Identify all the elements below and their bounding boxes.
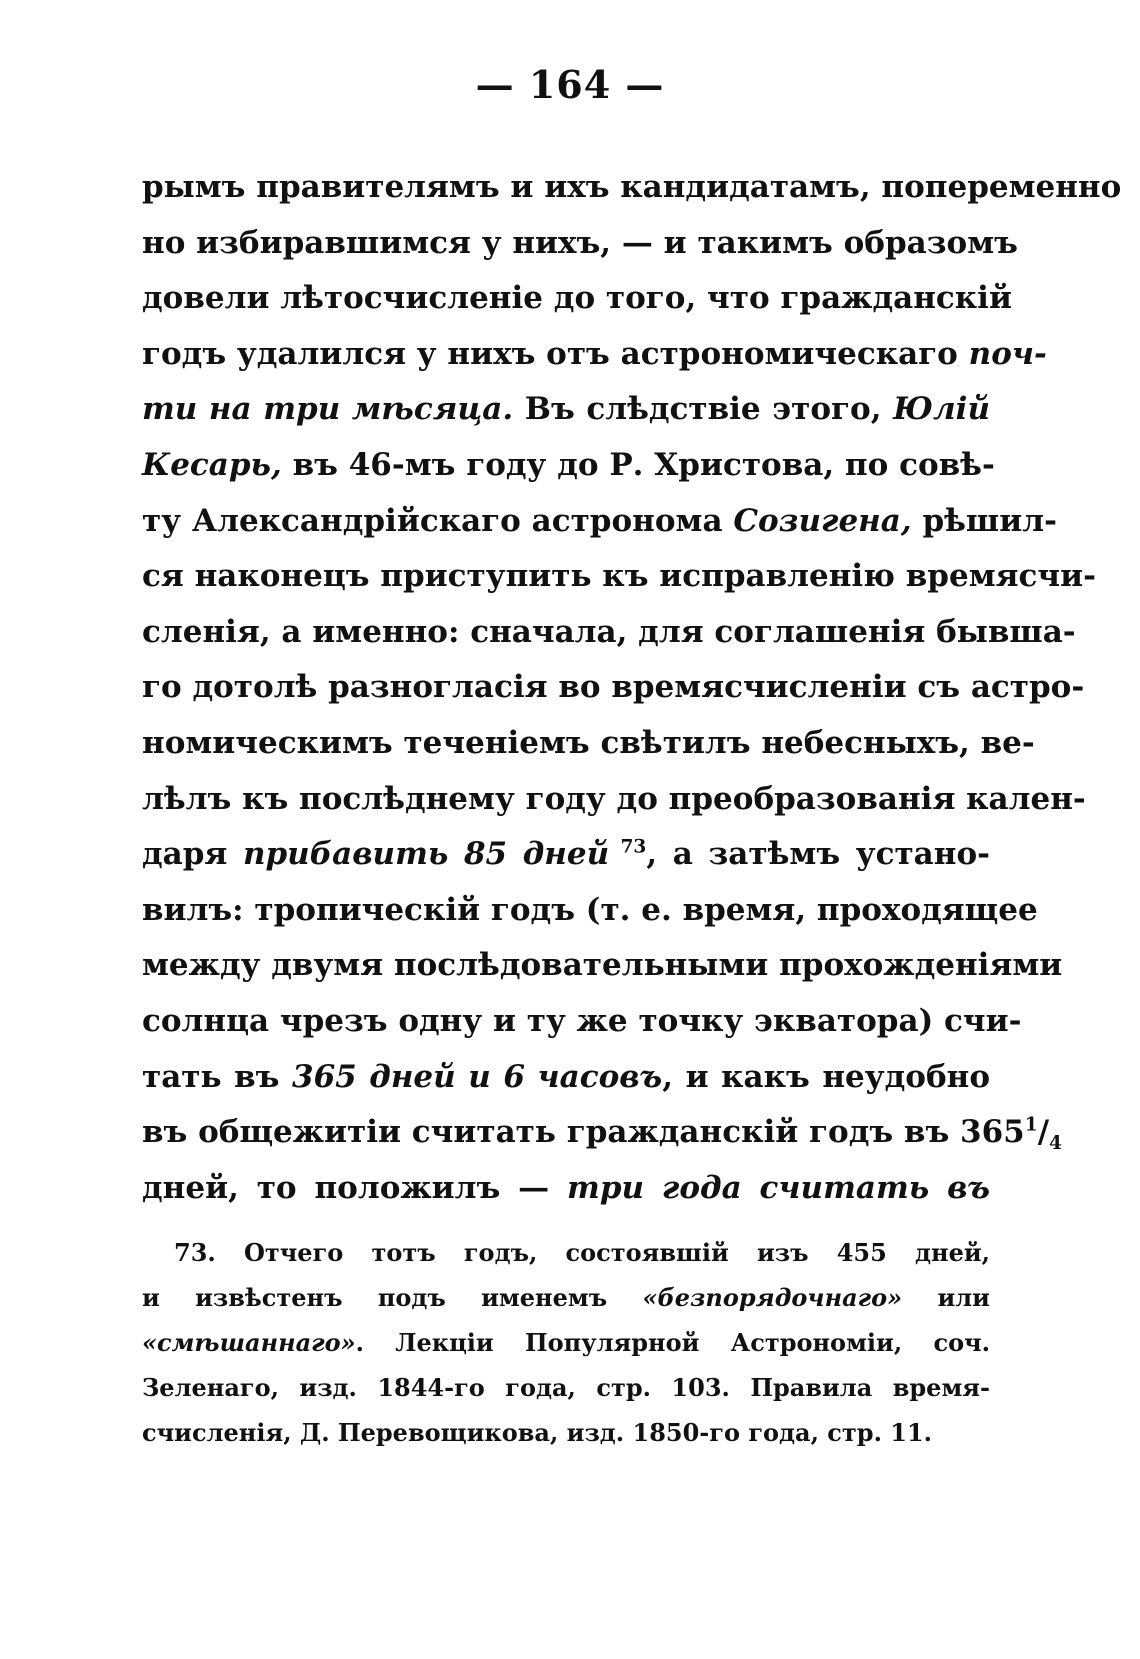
text-line [142, 883, 1038, 939]
text-line [142, 1105, 1062, 1161]
text-segment: поч- [968, 335, 1047, 372]
text-segment: Юлій [893, 391, 990, 428]
text-segment: ту Александрійскаго астронома [142, 502, 734, 539]
text-segment: счисленія, Д. Перевощикова, изд. 1850-го года, стр. 11. [142, 1418, 933, 1447]
text-segment: три года считать въ [567, 1169, 990, 1206]
text-segment: / [1037, 1114, 1050, 1151]
text-segment: . Лекціи Популярной Астрономіи, соч. [355, 1328, 990, 1357]
text-segment: 365 дней и 6 часовъ [292, 1058, 663, 1095]
text-segment: 73. Отчего тотъ годъ, состоявшій изъ 455 дней, [174, 1238, 990, 1267]
text-segment: , и какъ неудобно [662, 1058, 990, 1095]
text-segment: въ 46-мъ году до Р. Христова, по совѣ- [281, 446, 995, 483]
text-segment: Кесарь, [142, 446, 282, 483]
text-segment: вилъ: тропическій годъ (т. е. время, проходящее [142, 891, 1038, 928]
text-line [142, 494, 1057, 550]
text-segment: , а затѣмъ устано- [646, 836, 990, 873]
text-segment: 73 [609, 836, 647, 858]
text-segment: сленія, а именно: сначала, для соглашенія бывша- [142, 613, 1076, 650]
footnote-line [142, 1410, 990, 1455]
text-line [142, 327, 1047, 383]
text-line [142, 994, 1022, 1050]
footnote [142, 1230, 990, 1455]
text-line [142, 271, 1012, 327]
text-segment: рымъ правителямъ и ихъ кандидатамъ, попеременно [142, 169, 1122, 205]
footnote-line [142, 1365, 990, 1410]
text-segment: даря [142, 836, 243, 873]
text-line [142, 1050, 990, 1106]
text-segment: Зеленаго, изд. 1844-го года, стр. 103. Правила время- [142, 1373, 990, 1402]
text-segment: тать въ [142, 1058, 292, 1095]
main-text [142, 160, 1122, 1216]
text-line [142, 772, 1086, 828]
text-line [142, 716, 1035, 772]
footnote-line [142, 1230, 990, 1275]
text-line [142, 938, 1063, 994]
text-segment: номическимъ теченіемъ свѣтилъ небесныхъ, ве- [142, 724, 1035, 761]
text-line [142, 549, 1096, 605]
text-segment: 1 [1024, 1114, 1038, 1136]
text-line [142, 660, 1085, 716]
text-segment: 4 [1049, 1133, 1062, 1155]
text-segment: ти на три мѣсяца. [142, 391, 514, 428]
text-segment: годъ удалился у нихъ отъ астрономическаго [142, 335, 969, 372]
text-line [142, 160, 1122, 216]
text-line [142, 216, 1018, 272]
footnote-line [142, 1320, 990, 1365]
text-segment: солнца чрезъ одну и ту же точку экватора) счи- [142, 1002, 1022, 1039]
text-segment: Въ слѣдствіе этого, [513, 391, 894, 428]
text-line [142, 605, 1076, 661]
text-line [142, 827, 990, 883]
text-segment: между двумя послѣдовательными прохожденіями [142, 947, 1063, 984]
text-line [142, 438, 995, 494]
text-segment: и извѣстенъ подъ именемъ [142, 1283, 643, 1312]
page-number: — 164 — [475, 62, 665, 107]
text-segment: лѣлъ къ послѣднему году до преобразованія кален- [142, 780, 1086, 817]
text-segment: довели лѣтосчисленіе до того, что гражданскій [142, 280, 1012, 317]
text-line [142, 382, 990, 438]
text-segment: прибавить 85 дней [242, 836, 610, 873]
text-segment: «безпорядочнаго» [642, 1283, 903, 1312]
text-segment: въ общежитіи считать гражданскій годъ въ 365 [142, 1114, 1025, 1151]
text-segment: или [902, 1283, 990, 1312]
text-segment: но избиравшимся у нихъ, — и такимъ образомъ [142, 224, 1018, 261]
text-segment: «смѣшаннаго» [142, 1328, 356, 1357]
text-segment: ся наконецъ приступить къ исправленію времясчи- [142, 558, 1096, 595]
text-segment: го дотолѣ разногласія во времясчисленіи съ астро- [142, 669, 1085, 706]
footnote-line [142, 1275, 990, 1320]
text-segment: Созигена, [733, 502, 912, 539]
text-line [142, 1161, 990, 1217]
text-segment: рѣшил- [911, 502, 1057, 539]
text-segment: дней, то положилъ — [142, 1169, 568, 1206]
